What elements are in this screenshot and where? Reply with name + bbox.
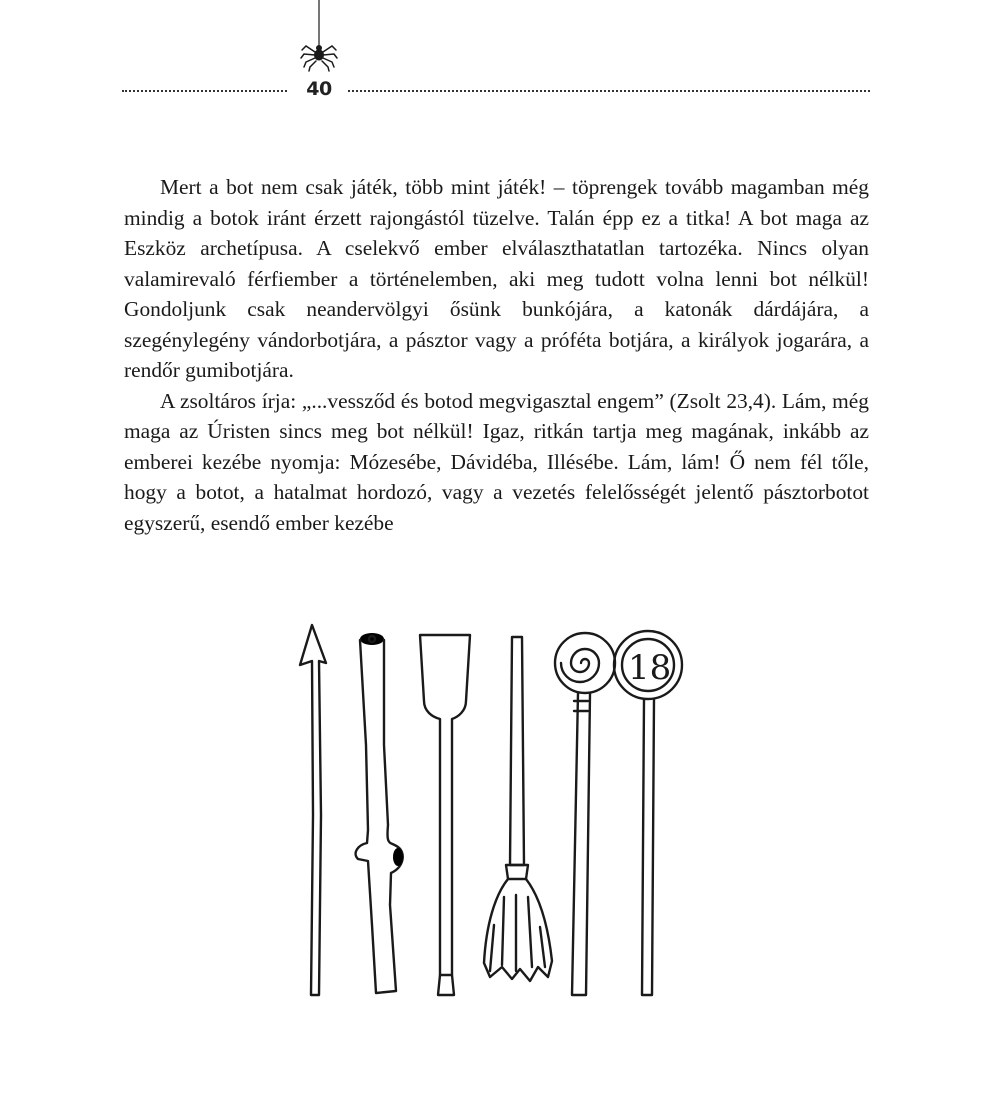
sign-18-label: 18 (628, 648, 672, 688)
broom-icon (484, 637, 552, 981)
body-text (124, 172, 869, 538)
sticks-illustration (290, 615, 710, 1005)
header-rule-right (348, 90, 870, 92)
spider-hanging-icon (296, 0, 342, 75)
shovel-icon (420, 635, 470, 995)
club-icon (356, 633, 403, 993)
paragraph-2: A zsoltáros írja: „...vessződ és botod megvigasztal engem” (Zsolt 23,4). Lám, még maga az Úristen sincs meg bot nélkül! Igaz, ritkán tartja meg magának, inkább az emberei kezébe nyomja: Mózesébe, Dávidéba, Illésébe. Lám, lám! Ő nem fél tőle, hogy a botot, a hatalmat hordozó, vagy a vezetés felelősségét jelentő pásztorbotot egyszerű, esendő ember kezébe (124, 388, 869, 535)
spear-icon (300, 625, 326, 995)
crozier-icon (555, 633, 615, 995)
header-rule-left (122, 90, 287, 92)
paragraph-1: Mert a bot nem csak játék, több mint játék! – töprengek tovább magamban még mindig a botok iránt érzett rajongástól tüzelve. Talán épp ez a titka! A bot maga az Eszköz archetípusa. A cselekvő ember elválaszthatatlan tartozéka. Nincs olyan valamirevaló férfiember a történelemben, aki meg tudott volna lenni bot nélkül! Gondoljunk csak neandervölgyi ősünk bunkójára, a katonák dárdájára, a szegénylegény vándorbotjára, a pásztor vagy a próféta botjára, a királyok jogarára, a rendőr gumibotjára. (124, 175, 869, 382)
page-number: 40 (306, 78, 332, 100)
sign-18-icon (614, 631, 682, 995)
